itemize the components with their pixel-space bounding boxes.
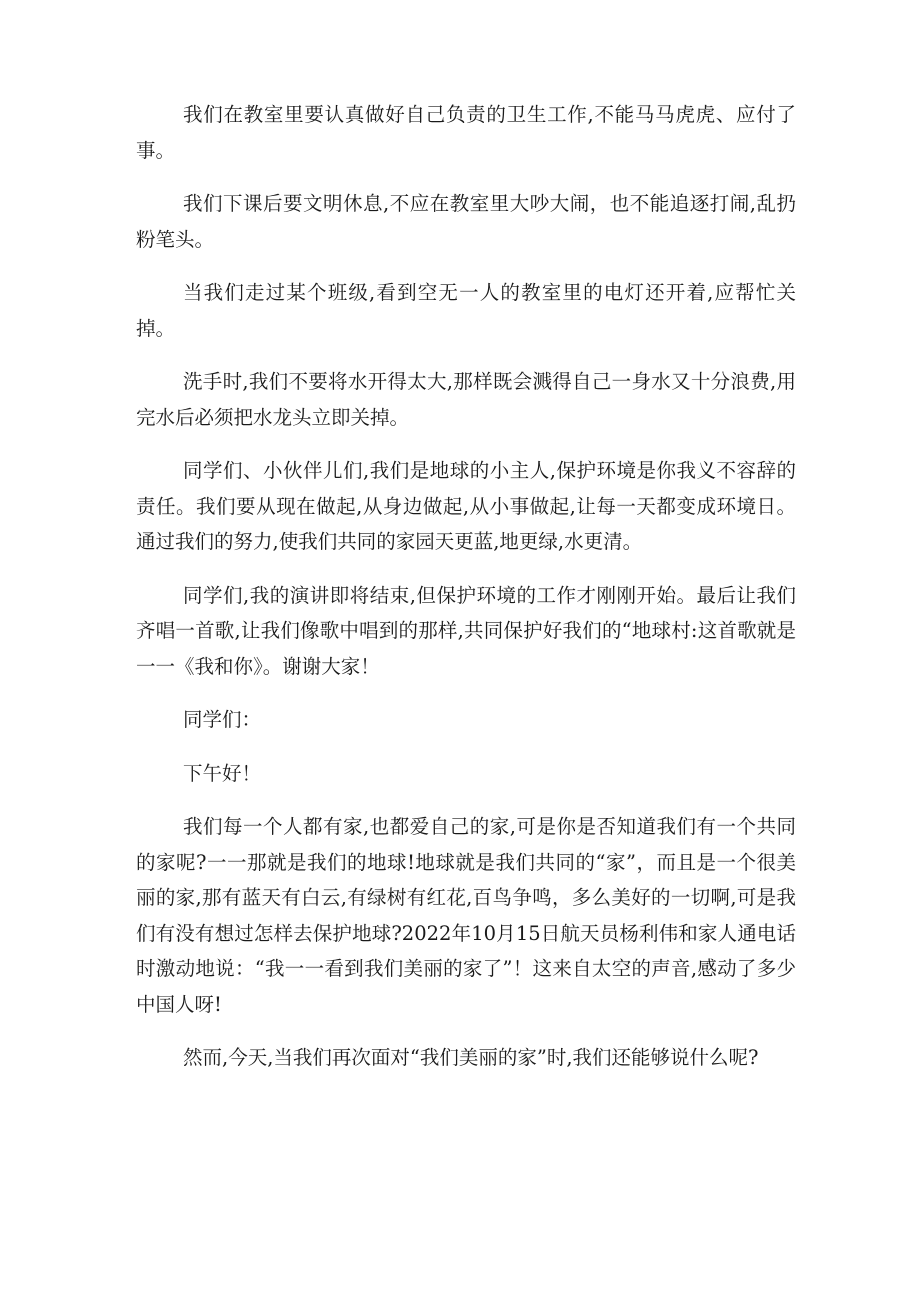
paragraph-greeting: 下午好！ [183, 761, 262, 785]
paragraph-salutation: 同学们： [183, 708, 262, 731]
paragraph-hygiene: 我们在教室里要认真做好自己负责的卫生工作,不能马马虎虎、应付了事。 [136, 103, 796, 162]
paragraph-responsibility: 同学们、小伙伴儿们,我们是地球的小主人,保护环境是你我义不容辞的责任。我们要从现在做起,从身边做起,从小事做起,让每一天都变成环境日。通过我们的努力,使我们共同的家园天更蓝,地更绿,水更清。 [136, 459, 796, 553]
paragraph-break-time: 我们下课后要文明休息,不应在教室里大吵大闹，也不能追逐打闹,乱扔粉笔头。 [136, 192, 796, 251]
paragraph-earth-home: 我们每一个人都有家,也都爱自己的家,可是你是否知道我们有一个共同的家呢?一一那就是我们的地球!地球就是我们共同的“家”，而且是一个很美丽的家,那有蓝天有白云,有绿树有红花,百鸟争鸣，多么美好的一切啊,可是我们有没有想过怎样去保护地球?2022年10月15日航天员杨利伟和家人通电话时激动地说：“我一一看到我们美丽的家了”！这来自太空的声音,感动了多少中国人呀! [136, 815, 796, 1016]
document-body [136, 97, 796, 1094]
paragraph-lights: 当我们走过某个班级,看到空无一人的教室里的电灯还开着,应帮忙关掉。 [136, 281, 796, 340]
paragraph-question: 然而,今天,当我们再次面对“我们美丽的家”时,我们还能够说什么呢? [183, 1046, 759, 1069]
paragraph-closing: 同学们,我的演讲即将结束,但保护环境的工作才刚刚开始。最后让我们齐唱一首歌,让我们像歌中唱到的那样,共同保护好我们的“地球村:这首歌就是一一《我和你》。谢谢大家！ [136, 583, 796, 678]
paragraph-water: 洗手时,我们不要将水开得太大,那样既会溅得自己一身水又十分浪费,用完水后必须把水龙头立即关掉。 [136, 370, 796, 429]
